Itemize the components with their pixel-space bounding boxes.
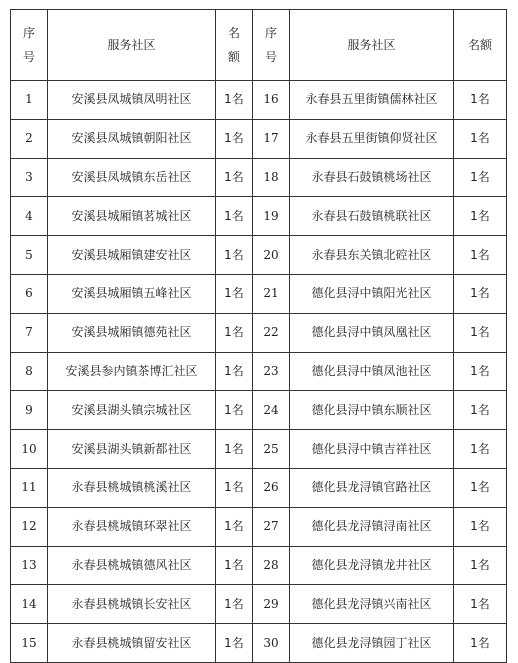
cell-community-left: 安溪县湖头镇新都社区 — [48, 430, 216, 469]
cell-quota-right: 1名 — [454, 624, 507, 663]
cell-quota-left: 1名 — [216, 119, 253, 158]
cell-community-left: 永春县桃城镇留安社区 — [48, 624, 216, 663]
cell-quota-right: 1名 — [454, 585, 507, 624]
cell-community-right: 永春县五里街镇仰贤社区 — [290, 119, 454, 158]
cell-quota-left: 1名 — [216, 352, 253, 391]
cell-quota-right: 1名 — [454, 119, 507, 158]
table-row — [11, 158, 507, 197]
header-serial-left: 序 号 — [11, 10, 48, 81]
header-community-right: 服务社区 — [290, 10, 454, 81]
cell-community-left: 安溪县凤城镇凤明社区 — [48, 81, 216, 120]
header-community-left: 服务社区 — [48, 10, 216, 81]
cell-community-right: 永春县石鼓镇桃联社区 — [290, 197, 454, 236]
cell-community-right: 德化县龙浔镇园丁社区 — [290, 624, 454, 663]
cell-community-right: 德化县龙浔镇龙井社区 — [290, 546, 454, 585]
cell-community-left: 永春县桃城镇环翠社区 — [48, 507, 216, 546]
cell-quota-left: 1名 — [216, 624, 253, 663]
cell-quota-right: 1名 — [454, 546, 507, 585]
cell-serial-left: 7 — [11, 313, 48, 352]
cell-serial-left: 3 — [11, 158, 48, 197]
cell-community-left: 安溪县凤城镇朝阳社区 — [48, 119, 216, 158]
cell-quota-right: 1名 — [454, 468, 507, 507]
table-row — [11, 236, 507, 275]
cell-quota-left: 1名 — [216, 313, 253, 352]
cell-community-right: 德化县龙浔镇兴南社区 — [290, 585, 454, 624]
header-quota-right: 名额 — [454, 10, 507, 81]
table-row — [11, 585, 507, 624]
cell-community-right: 德化县浔中镇吉祥社区 — [290, 430, 454, 469]
cell-quota-right: 1名 — [454, 236, 507, 275]
cell-serial-right: 29 — [253, 585, 290, 624]
cell-serial-right: 18 — [253, 158, 290, 197]
cell-quota-right: 1名 — [454, 352, 507, 391]
cell-community-right: 德化县浔中镇阳光社区 — [290, 274, 454, 313]
cell-community-left: 永春县桃城镇长安社区 — [48, 585, 216, 624]
cell-community-left: 安溪县城厢镇五峰社区 — [48, 274, 216, 313]
table-body — [11, 81, 507, 663]
cell-quota-left: 1名 — [216, 585, 253, 624]
cell-quota-right: 1名 — [454, 81, 507, 120]
cell-serial-right: 24 — [253, 391, 290, 430]
cell-serial-right: 22 — [253, 313, 290, 352]
cell-community-left: 安溪县湖头镇宗城社区 — [48, 391, 216, 430]
cell-quota-left: 1名 — [216, 546, 253, 585]
cell-community-right: 德化县龙浔镇官路社区 — [290, 468, 454, 507]
cell-quota-left: 1名 — [216, 274, 253, 313]
table-row — [11, 352, 507, 391]
cell-quota-left: 1名 — [216, 430, 253, 469]
cell-serial-right: 26 — [253, 468, 290, 507]
cell-serial-left: 6 — [11, 274, 48, 313]
cell-quota-right: 1名 — [454, 430, 507, 469]
cell-serial-right: 21 — [253, 274, 290, 313]
cell-quota-right: 1名 — [454, 274, 507, 313]
cell-quota-right: 1名 — [454, 391, 507, 430]
cell-serial-right: 28 — [253, 546, 290, 585]
cell-quota-left: 1名 — [216, 236, 253, 275]
cell-serial-left: 11 — [11, 468, 48, 507]
cell-community-right: 德化县浔中镇东顺社区 — [290, 391, 454, 430]
cell-community-left: 永春县桃城镇德风社区 — [48, 546, 216, 585]
cell-serial-left: 13 — [11, 546, 48, 585]
cell-quota-left: 1名 — [216, 197, 253, 236]
cell-community-left: 安溪县城厢镇建安社区 — [48, 236, 216, 275]
table-row — [11, 624, 507, 663]
table-row — [11, 119, 507, 158]
cell-serial-left: 9 — [11, 391, 48, 430]
cell-community-left: 安溪县城厢镇德苑社区 — [48, 313, 216, 352]
cell-serial-right: 27 — [253, 507, 290, 546]
cell-serial-left: 14 — [11, 585, 48, 624]
cell-serial-left: 15 — [11, 624, 48, 663]
cell-serial-left: 2 — [11, 119, 48, 158]
cell-quota-left: 1名 — [216, 468, 253, 507]
cell-serial-right: 30 — [253, 624, 290, 663]
cell-serial-left: 4 — [11, 197, 48, 236]
header-row — [11, 10, 507, 81]
cell-community-left: 安溪县城厢镇茗城社区 — [48, 197, 216, 236]
cell-quota-left: 1名 — [216, 507, 253, 546]
header-quota-left: 名 额 — [216, 10, 253, 81]
cell-community-right: 德化县龙浔镇浔南社区 — [290, 507, 454, 546]
cell-community-right: 永春县东关镇北硿社区 — [290, 236, 454, 275]
cell-community-left: 永春县桃城镇桃溪社区 — [48, 468, 216, 507]
table-row — [11, 81, 507, 120]
header-serial-right: 序 号 — [253, 10, 290, 81]
cell-quota-left: 1名 — [216, 158, 253, 197]
table-row — [11, 391, 507, 430]
cell-quota-left: 1名 — [216, 391, 253, 430]
community-quota-table — [10, 9, 507, 663]
table-row — [11, 313, 507, 352]
cell-serial-right: 25 — [253, 430, 290, 469]
cell-serial-right: 16 — [253, 81, 290, 120]
cell-community-right: 永春县石鼓镇桃场社区 — [290, 158, 454, 197]
cell-serial-left: 12 — [11, 507, 48, 546]
cell-quota-right: 1名 — [454, 313, 507, 352]
table-row — [11, 274, 507, 313]
table-row — [11, 197, 507, 236]
cell-serial-left: 10 — [11, 430, 48, 469]
table-row — [11, 546, 507, 585]
cell-quota-left: 1名 — [216, 81, 253, 120]
cell-quota-right: 1名 — [454, 197, 507, 236]
cell-community-left: 安溪县参内镇茶博汇社区 — [48, 352, 216, 391]
cell-serial-right: 19 — [253, 197, 290, 236]
cell-serial-right: 20 — [253, 236, 290, 275]
table-row — [11, 507, 507, 546]
table-row — [11, 430, 507, 469]
cell-quota-right: 1名 — [454, 158, 507, 197]
cell-community-left: 安溪县凤城镇东岳社区 — [48, 158, 216, 197]
cell-community-right: 永春县五里街镇儒林社区 — [290, 81, 454, 120]
cell-quota-right: 1名 — [454, 507, 507, 546]
cell-serial-left: 8 — [11, 352, 48, 391]
cell-serial-right: 17 — [253, 119, 290, 158]
cell-serial-right: 23 — [253, 352, 290, 391]
cell-community-right: 德化县浔中镇凤池社区 — [290, 352, 454, 391]
table-row — [11, 468, 507, 507]
cell-community-right: 德化县浔中镇凤凰社区 — [290, 313, 454, 352]
cell-serial-left: 1 — [11, 81, 48, 120]
cell-serial-left: 5 — [11, 236, 48, 275]
